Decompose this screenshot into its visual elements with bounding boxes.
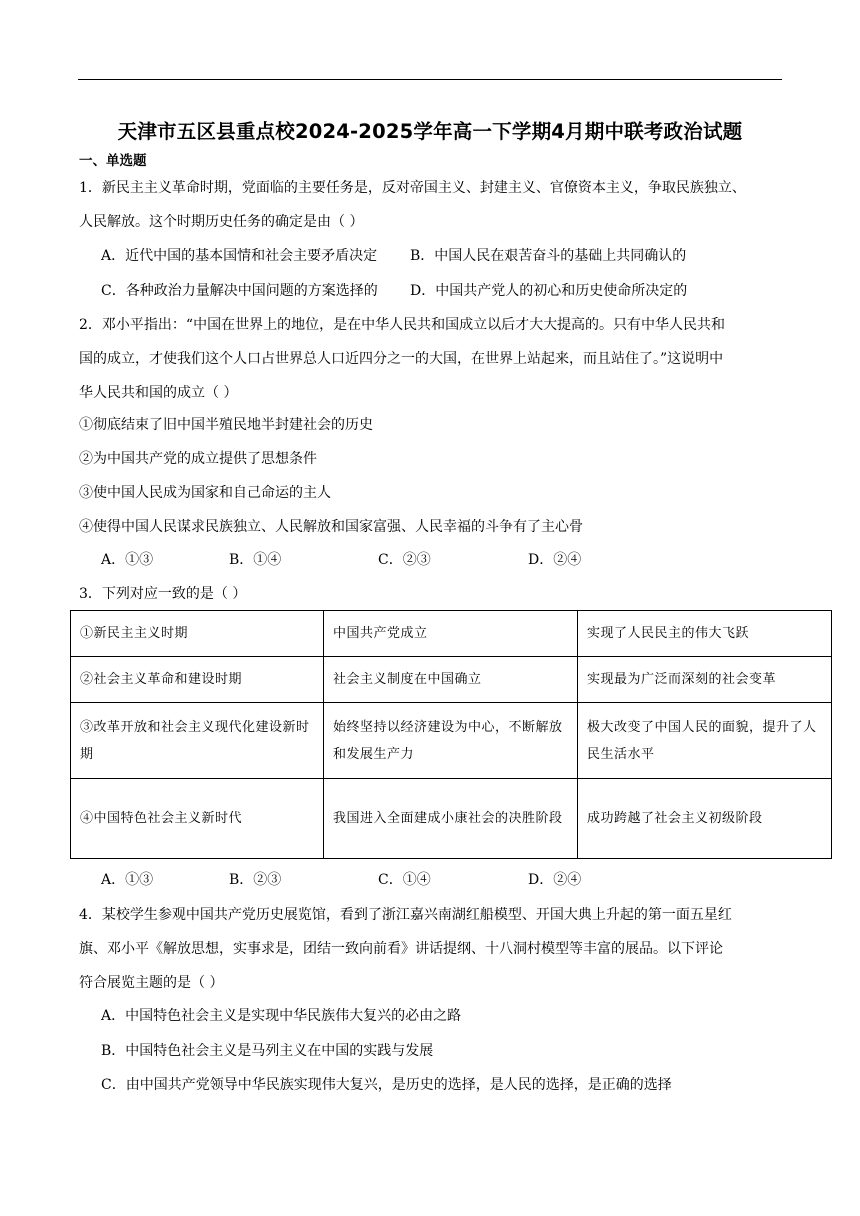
q2-statement-3: ③使中国人民成为国家和自己命运的主人 <box>79 485 331 501</box>
q1-option-a: A．近代中国的基本国情和社会主要矛盾决定 <box>101 248 378 264</box>
q1-stem-line1: 1．新民主主义革命时期，党面临的主要任务是，反对帝国主义、封建主义、官僚资本主义，争取民族独立、 <box>79 180 746 196</box>
q3-option-b: B．②③ <box>229 872 282 888</box>
table-cell: ③改革开放和社会主义现代化建设新时期 <box>71 703 324 779</box>
q4-option-b: B．中国特色社会主义是马列主义在中国的实践与发展 <box>101 1043 434 1059</box>
table-cell: ①新民主主义时期 <box>71 611 324 657</box>
q2-option-c: C．②③ <box>378 552 431 568</box>
q4-option-c: C．由中国共产党领导中华民族实现伟大复兴，是历史的选择，是人民的选择，是正确的选择 <box>101 1077 672 1093</box>
table-row <box>71 703 832 779</box>
q3-table <box>70 610 832 859</box>
q2-stem-line3: 华人民共和国的成立（ ） <box>79 385 238 401</box>
table-cell: 实现最为广泛而深刻的社会变革 <box>578 657 832 703</box>
q1-option-c: C．各种政治力量解决中国问题的方案选择的 <box>101 283 378 299</box>
q4-option-a: A．中国特色社会主义是实现中华民族伟大复兴的必由之路 <box>101 1008 462 1024</box>
q3-stem: 3．下列对应一致的是（ ） <box>79 586 247 602</box>
q2-option-b: B．①④ <box>229 552 282 568</box>
q3-option-d: D．②④ <box>528 872 582 888</box>
table-cell: 始终坚持以经济建设为中心，不断解放和发展生产力 <box>324 703 578 779</box>
q1-stem-line2: 人民解放。这个时期历史任务的确定是由（ ） <box>79 214 364 230</box>
table-cell: 极大改变了中国人民的面貌，提升了人民生活水平 <box>578 703 832 779</box>
q2-option-a: A．①③ <box>101 552 154 568</box>
q4-stem-line1: 4．某校学生参观中国共产党历史展览馆，看到了浙江嘉兴南湖红船模型、开国大典上升起的第一面五星红 <box>79 907 732 923</box>
table-cell: 实现了人民民主的伟大飞跃 <box>578 611 832 657</box>
table-cell: 中国共产党成立 <box>324 611 578 657</box>
table-cell: 我国进入全面建成小康社会的决胜阶段 <box>324 779 578 859</box>
table-cell: ②社会主义革命和建设时期 <box>71 657 324 703</box>
table-cell: 社会主义制度在中国确立 <box>324 657 578 703</box>
table-row <box>71 779 832 859</box>
q2-statement-2: ②为中国共产党的成立提供了思想条件 <box>79 451 317 467</box>
header-rule <box>78 79 782 80</box>
table-row <box>71 611 832 657</box>
q2-statement-1: ①彻底结束了旧中国半殖民地半封建社会的历史 <box>79 417 373 433</box>
table-cell: ④中国特色社会主义新时代 <box>71 779 324 859</box>
page-title: 天津市五区县重点校2024-2025学年高一下学期4月期中联考政治试题 <box>117 120 743 143</box>
q2-stem-line1: 2．邓小平指出：“中国在世界上的地位，是在中华人民共和国成立以后才大大提高的。只有中华人民共和 <box>79 317 726 333</box>
q3-option-a: A．①③ <box>101 872 154 888</box>
q1-option-d: D．中国共产党人的初心和历史使命所决定的 <box>410 283 688 299</box>
q1-option-b: B．中国人民在艰苦奋斗的基础上共同确认的 <box>410 248 687 264</box>
section-heading: 一、单选题 <box>79 153 147 169</box>
table-cell: 成功跨越了社会主义初级阶段 <box>578 779 832 859</box>
q4-stem-line2: 旗、邓小平《解放思想，实事求是，团结一致向前看》讲话提纲、十八洞村模型等丰富的展品。以下评论 <box>79 941 723 957</box>
table-row <box>71 657 832 703</box>
q2-stem-line2: 国的成立，才使我们这个人口占世界总人口近四分之一的大国，在世界上站起来，而且站住了。”这说明中 <box>79 351 724 367</box>
q4-stem-line3: 符合展览主题的是（ ） <box>79 975 224 991</box>
q3-option-c: C．①④ <box>378 872 431 888</box>
q2-option-d: D．②④ <box>528 552 582 568</box>
q2-statement-4: ④使得中国人民谋求民族独立、人民解放和国家富强、人民幸福的斗争有了主心骨 <box>79 519 583 535</box>
